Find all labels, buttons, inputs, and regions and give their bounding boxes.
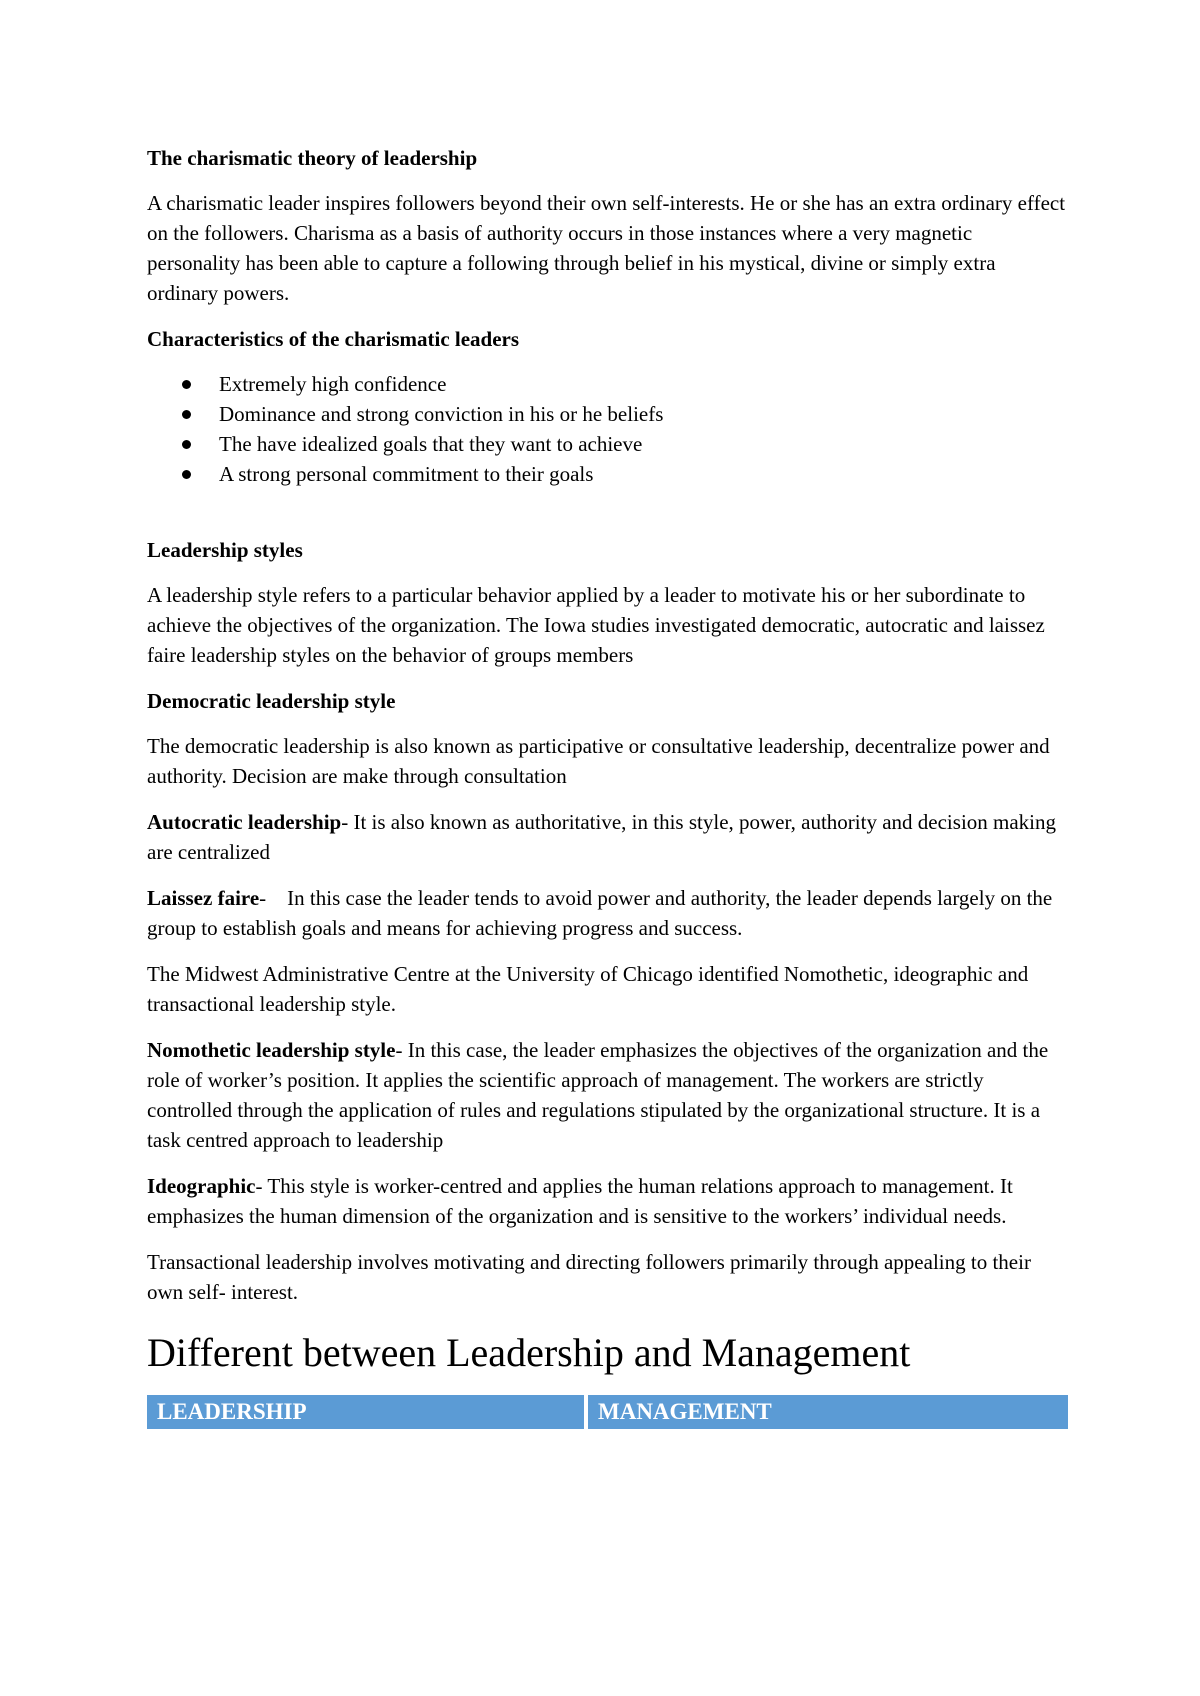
democratic-paragraph: The democratic leadership is also known as participative or consultative leadership, decentralize power and authority. Decision are make through consultation <box>147 734 1050 788</box>
laissez-faire-term: Laissez faire <box>147 886 260 910</box>
ideographic-term: Ideographic <box>147 1174 256 1198</box>
table-header-management: MANAGEMENT <box>588 1395 1068 1429</box>
difference-heading: Different between Leadership and Management <box>147 1330 911 1375</box>
democratic-heading: Democratic leadership style <box>147 689 396 713</box>
list-item <box>147 429 1067 459</box>
autocratic-term: Autocratic leadership <box>147 810 342 834</box>
list-item-text: Dominance and strong conviction in his or he beliefs <box>219 402 664 426</box>
list-item <box>147 459 1067 489</box>
transactional-paragraph: Transactional leadership involves motivating and directing followers primarily through appealing to their own self- interest. <box>147 1250 1031 1304</box>
bullet-icon <box>182 470 191 479</box>
charismatic-heading: The charismatic theory of leadership <box>147 146 478 170</box>
list-item <box>147 369 1067 399</box>
characteristics-heading: Characteristics of the charismatic leaders <box>147 327 520 351</box>
leadership-styles-paragraph: A leadership style refers to a particular behavior applied by a leader to motivate his or her subordinate to achieve the objectives of the organization. The Iowa studies investigated democratic, autocratic and laissez faire leadership styles on the behavior of groups members <box>147 583 1045 667</box>
nomothetic-text: - In this case, the leader emphasizes the objectives of the organization and the role of worker’s position. It applies the scientific approach of management. The workers are strictly controlled through the application of rules and regulations stipulated by the organizational structure. It is a task centred approach to leadership <box>147 1038 1049 1152</box>
leadership-styles-heading: Leadership styles <box>147 538 303 562</box>
bullet-icon <box>182 440 191 449</box>
nomothetic-term: Nomothetic leadership style <box>147 1038 396 1062</box>
autocratic-text: - It is also known as authoritative, in this style, power, authority and decision making are centralized <box>147 810 1057 864</box>
bullet-icon <box>182 380 191 389</box>
list-item <box>147 399 1067 429</box>
bullet-icon <box>182 410 191 419</box>
charismatic-paragraph: A charismatic leader inspires followers beyond their own self-interests. He or she has an extra ordinary effect on the followers. Charisma as a basis of authority occurs in those instances where a very magnetic personality has been able to capture a following through belief in his mystical, divine or simply extra ordinary powers. <box>147 191 1066 305</box>
laissez-faire-text: - In this case the leader tends to avoid power and authority, the leader depends largely on the group to establish goals and means for achieving progress and success. <box>147 886 1058 940</box>
list-item-text: Extremely high confidence <box>219 372 447 396</box>
midwest-paragraph: The Midwest Administrative Centre at the University of Chicago identified Nomothetic, ideographic and transactional leadership style. <box>147 962 1029 1016</box>
comparison-table-header <box>147 1395 1068 1429</box>
autocratic-paragraph <box>147 807 1067 867</box>
list-item-text: The have idealized goals that they want to achieve <box>219 432 643 456</box>
document-page <box>147 143 1067 1429</box>
ideographic-paragraph <box>147 1171 1067 1231</box>
ideographic-text: - This style is worker-centred and applies the human relations approach to management. It emphasizes the human dimension of the organization and is sensitive to the workers’ individual needs. <box>147 1174 1013 1228</box>
table-header-leadership: LEADERSHIP <box>147 1395 584 1429</box>
characteristics-list <box>147 369 1067 489</box>
laissez-faire-paragraph <box>147 883 1067 943</box>
nomothetic-paragraph <box>147 1035 1067 1155</box>
list-item-text: A strong personal commitment to their goals <box>219 462 594 486</box>
